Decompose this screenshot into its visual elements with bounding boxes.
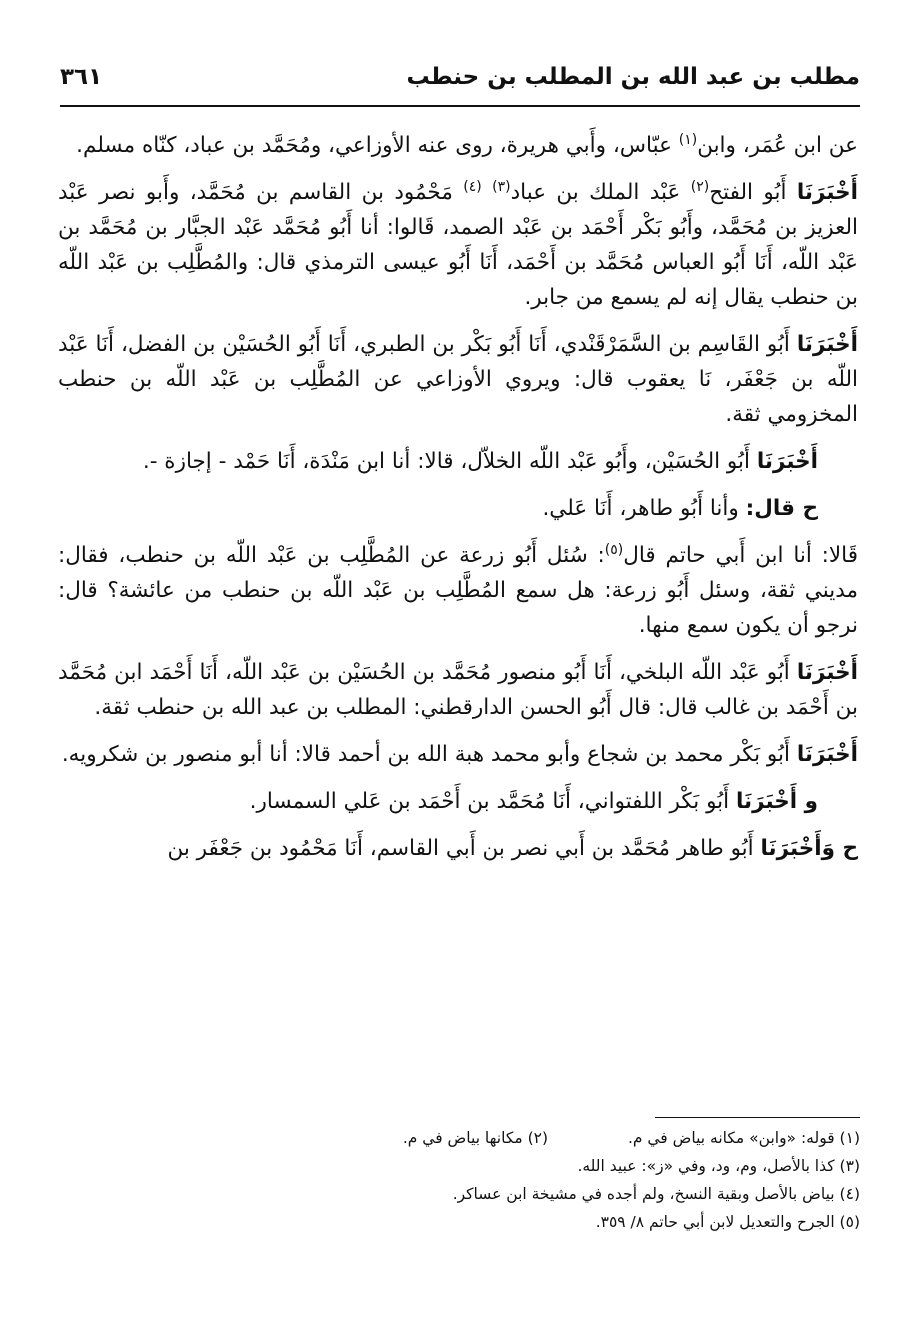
paragraph-text: عن ابن عُمَر، وابن xyxy=(697,133,858,158)
page-number: ٣٦١ xyxy=(60,64,103,90)
paragraph-text: عبّاس، وأَبي هريرة، روى عنه الأوزاعي، ومُحَمَّد بن عباد، كنّاه مسلم. xyxy=(76,133,679,158)
paragraph-p6 xyxy=(58,538,858,643)
paragraph-p5 xyxy=(58,491,858,526)
footnote-2: (٢) مكانها بياض في م. xyxy=(402,1129,549,1147)
narration-keyword: أَخْبَرَنَا xyxy=(796,332,858,357)
narration-keyword: أَخْبَرَنَا xyxy=(756,449,818,474)
footnote-ref: (٥) xyxy=(604,541,624,558)
paragraph-text: عَبْد الملك بن عباد xyxy=(510,180,691,205)
footnote-ref: (٢) xyxy=(690,178,710,195)
footnote-ref: (٤) xyxy=(463,178,482,195)
paragraph-text: أَبُو الحُسَيْن، وأَبُو عَبْد اللّه الخلاّل، قالا: أنا ابن مَنْدَة، أَنَا حَمْد - إجازة -. xyxy=(142,449,757,474)
footnote-5: (٥) الجرح والتعديل لابن أبي حاتم ٨/ ٣٥٩. xyxy=(595,1213,860,1231)
paragraph-text: أَبُو عَبْد اللّه البلخي، أَنَا أَبُو منصور مُحَمَّد بن الحُسَيْن بن عَبْد اللّه، أَنَا أَحْمَد ابن مُحَمَّد بن أَحْمَد بن غالب قال: قال أَبُو الحسن الدارقطني: المطلب بن عبد الله بن حنطب ثقة. xyxy=(58,660,858,720)
narration-keyword: أَخْبَرَنَا xyxy=(796,180,859,205)
footnote-ref: (٣) xyxy=(492,178,511,195)
paragraph-text: أَبُو بَكْر اللفتواني، أَنَا مُحَمَّد بن أَحْمَد بن عَلي السمسار. xyxy=(249,789,736,814)
footnote-ref: (١) xyxy=(678,131,698,148)
paragraph-text: : سُئل أَبُو زرعة عن المُطَّلِب بن عَبْد اللّه بن حنطب، فقال: مديني ثقة، وسئل أَبُو زرعة: هل سمع المُطَّلِب بن عَبْد اللّه بن حنطب من عائشة؟ قال: نرجو أن يكون سمع منها. xyxy=(58,543,858,638)
main-text xyxy=(58,128,858,878)
footnote-4: (٤) بياض بالأصل وبقية النسخ، ولم أجده في مشيخة ابن عساكر. xyxy=(452,1185,860,1203)
header-divider xyxy=(60,105,860,107)
paragraph-text: أَبُو الفتح xyxy=(709,180,797,205)
paragraph-p2 xyxy=(58,175,858,315)
paragraph-p1 xyxy=(58,128,858,163)
paragraph-text: أَبُو طاهر مُحَمَّد بن أَبي نصر بن أَبي القاسم، أَنَا مَحْمُود بن جَعْفَر بن xyxy=(167,836,761,861)
paragraph-text: أَبُو القَاسِم بن السَّمَرْقَنْدي، أَنَا أَبُو بَكْر بن الطبري، أَنَا أَبُو الحُسَيْن بن الفضل، أَنَا عَبْد اللّه بن جَعْفَر، نَا يعقوب قال: ويروي الأوزاعي عن المُطَّلِب بن عَبْد اللّه بن حنطب المخزومي ثقة. xyxy=(58,332,858,427)
narration-keyword: و أَخْبَرَنَا xyxy=(735,789,818,814)
paragraph-p10 xyxy=(58,831,858,866)
paragraph-text: مَحْمُود بن القاسم بن مُحَمَّد، وأَبو نصر عَبْد العزيز بن مُحَمَّد، وأَبُو بَكْر أَحْمَد بن عَبْد الصمد، قَالوا: أنا أَبُو مُحَمَّد عَبْد الجبَّار بن مُحَمَّد بن عَبْد اللّه، أَنَا أَبُو العباس مُحَمَّد بن أَحْمَد، أَنَا أَبُو عيسى الترمذي قال: والمُطَّلِب بن عَبْد اللّه بن حنطب يقال إنه لم يسمع من جابر. xyxy=(58,180,858,310)
paragraph-text xyxy=(482,180,492,205)
footnote-3: (٣) كذا بالأصل، وم، ود، وفي «ز»: عبيد الله. xyxy=(577,1157,860,1175)
footnote-row xyxy=(80,1124,860,1152)
running-title: مطلب بن عبد الله بن المطلب بن حنطب xyxy=(406,64,860,90)
paragraph-text: قَالا: أنا ابن أَبي حاتم قال xyxy=(623,543,858,568)
paragraph-p8 xyxy=(58,737,858,772)
paragraph-p3 xyxy=(58,327,858,432)
paragraph-p9 xyxy=(58,784,858,819)
footnotes xyxy=(80,1124,860,1236)
footnote-divider xyxy=(655,1117,860,1118)
narration-keyword: ح قال: xyxy=(745,496,818,521)
paragraph-p4 xyxy=(58,444,858,479)
footnote-1: (١) قوله: «وابن» مكانه بياض في م. xyxy=(627,1129,860,1147)
paragraph-text: وأنا أَبُو طاهر، أَنَا عَلي. xyxy=(542,496,746,521)
paragraph-text: أَبُو بَكْر محمد بن شجاع وأبو محمد هبة الله بن أحمد قالا: أنا أبو منصور بن شكرويه. xyxy=(61,742,797,767)
narration-keyword: ح وَأَخْبَرَنَا xyxy=(760,836,858,861)
narration-keyword: أَخْبَرَنَا xyxy=(796,742,858,767)
paragraph-p7 xyxy=(58,655,858,725)
narration-keyword: أَخْبَرَنَا xyxy=(796,660,858,685)
page-header xyxy=(60,58,860,98)
